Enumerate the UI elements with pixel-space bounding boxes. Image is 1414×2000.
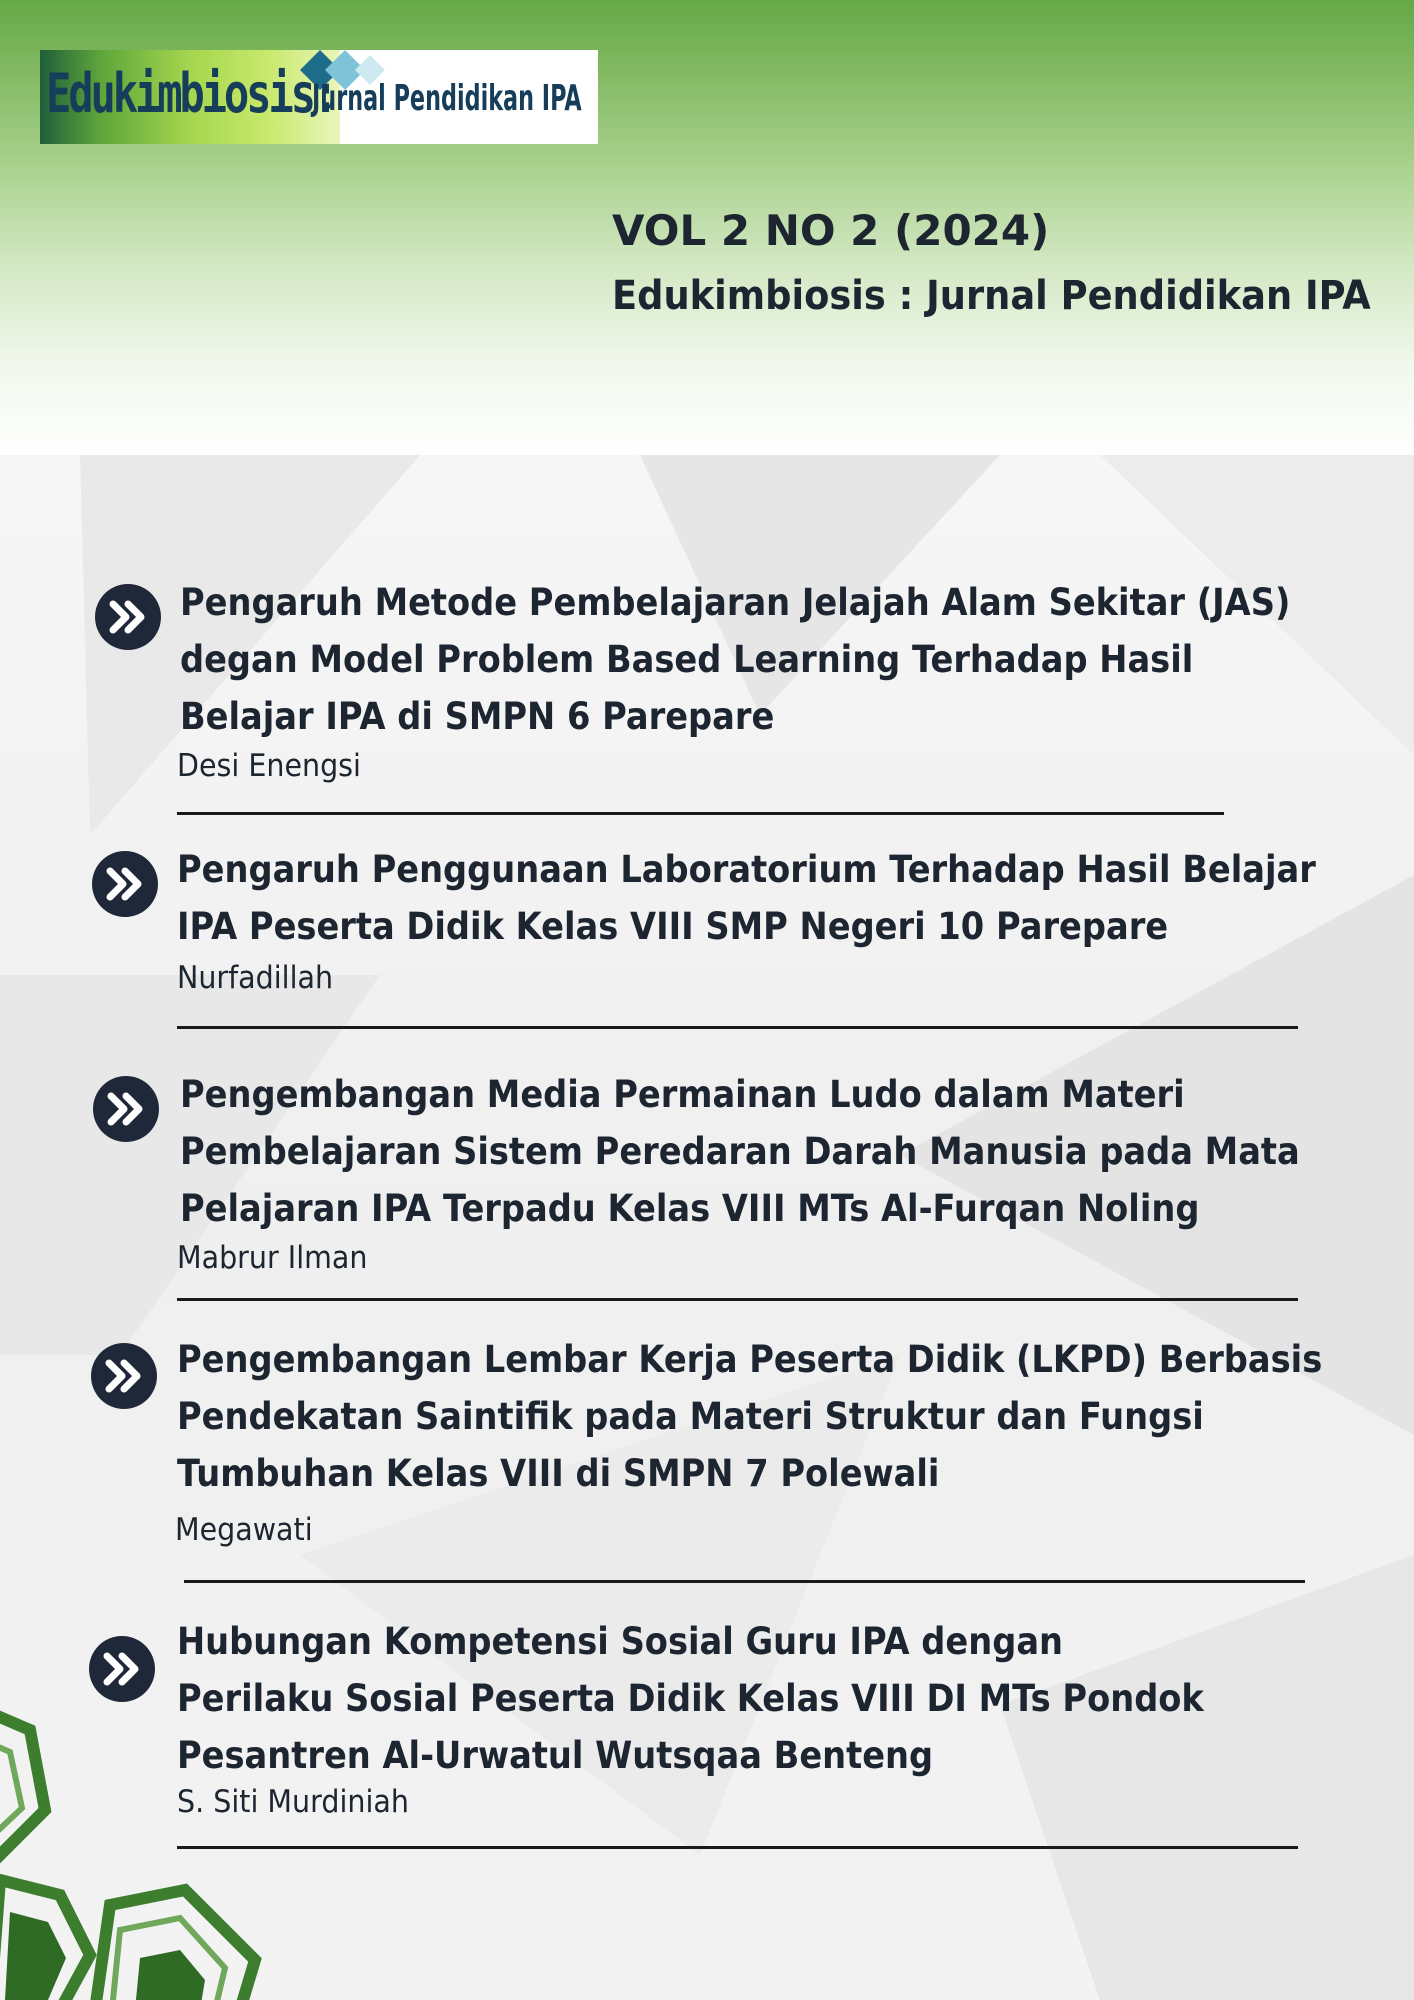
title-line: Pengembangan Media Permainan Ludo dalam Materi [180,1073,1185,1116]
article-divider [177,812,1224,815]
title-line: Pengaruh Metode Pembelajaran Jelajah Alam Sekitar (JAS) [180,581,1291,624]
title-line: Pengaruh Penggunaan Laboratorium Terhadap Hasil Belajar [177,848,1316,891]
double-chevron-right-icon [91,1343,157,1409]
article-divider [177,1846,1298,1849]
article-divider [184,1580,1305,1583]
hexagon-outline [0,1700,45,1865]
hexagon-core [5,1912,66,2000]
title-line: Pesantren Al-Urwatul Wutsqaa Benteng [177,1734,934,1777]
article-title[interactable] [177,1331,1322,1502]
title-line: degan Model Problem Based Learning Terhadap Hasil [180,638,1194,681]
double-chevron-right-icon [95,584,161,650]
article-title[interactable] [177,1613,1204,1784]
article-author: S. Siti Murdiniah [177,1784,409,1820]
title-line: Pembelajaran Sistem Peredaran Darah Manusia pada Mata [180,1130,1300,1173]
double-chevron-right-icon [92,851,158,917]
title-line: Tumbuhan Kelas VIII di SMPN 7 Polewali [177,1452,940,1495]
journal-logo [40,50,598,144]
hexagon-inner [0,1730,22,1842]
title-line: Belajar IPA di SMPN 6 Parepare [180,695,775,738]
double-chevron-right-icon [93,1076,159,1142]
article-title[interactable] [177,841,1316,955]
article-author: Megawati [175,1512,313,1548]
decorative-hexagons [0,1690,270,2000]
article-author: Desi Enengsi [177,748,361,784]
title-line: Pengembangan Lembar Kerja Peserta Didik (LKPD) Berbasis [177,1338,1323,1381]
title-line: Perilaku Sosial Peserta Didik Kelas VIII DI MTs Pondok [177,1677,1204,1720]
title-line: Pendekatan Saintifik pada Materi Struktur dan Fungsi [177,1395,1204,1438]
title-line: IPA Peserta Didik Kelas VIII SMP Negeri 10 Parepare [177,905,1169,948]
article-title[interactable] [180,574,1290,745]
title-line: Pelajaran IPA Terpadu Kelas VIII MTs Al-Furqan Noling [180,1187,1200,1230]
article-divider [177,1026,1298,1029]
logo-brand-text: Edukimbiosis: [46,62,336,125]
logo-subtitle-text: Jurnal Pendidikan IPA [312,78,582,119]
journal-name-heading: Edukimbiosis : Jurnal Pendidikan IPA [612,273,1371,319]
title-line: Hubungan Kompetensi Sosial Guru IPA dengan [177,1620,1064,1663]
volume-heading: VOL 2 NO 2 (2024) [612,206,1050,255]
article-title[interactable] [180,1066,1300,1237]
article-divider [177,1298,1298,1301]
article-author: Mabrur Ilman [177,1240,368,1276]
hexagon-core [135,1950,205,2000]
article-author: Nurfadillah [177,960,334,996]
